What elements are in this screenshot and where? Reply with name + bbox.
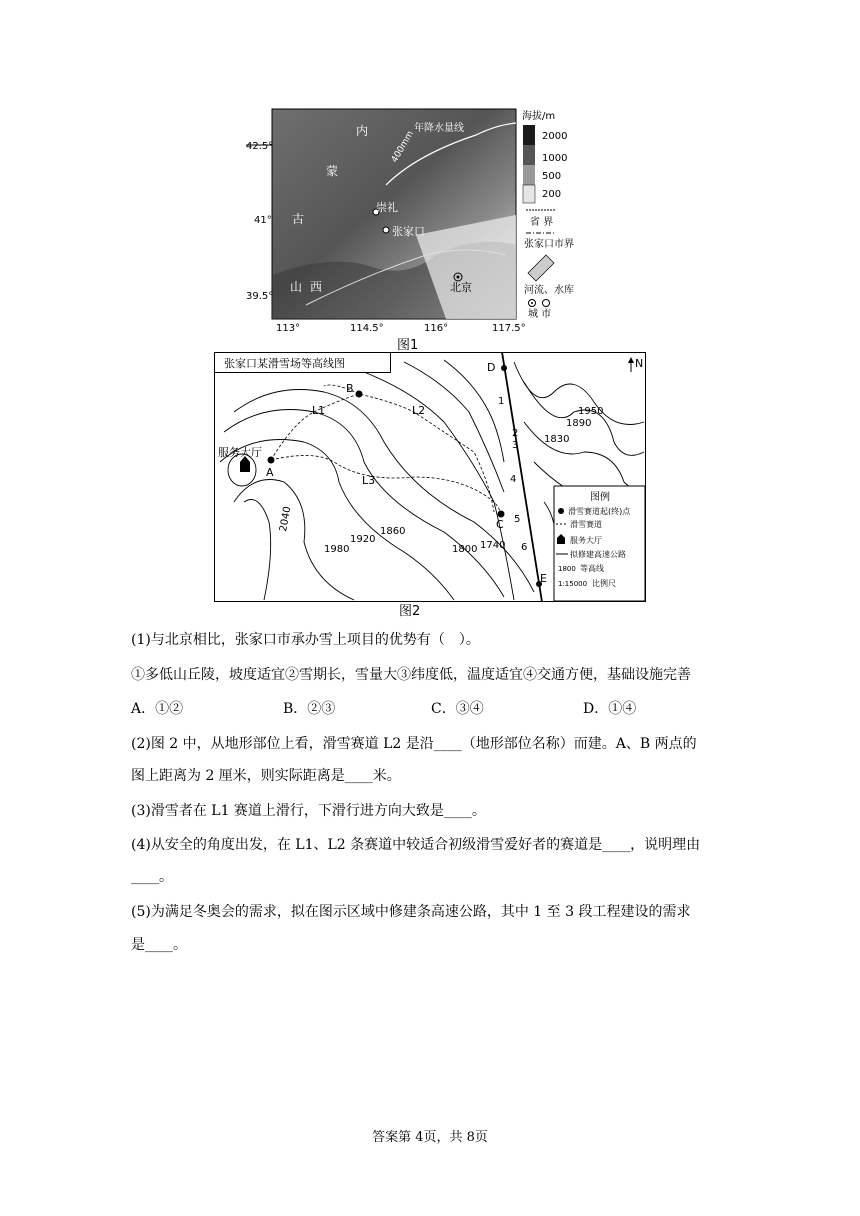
contour-label: 1950 xyxy=(578,406,604,417)
legend-title: 图例 xyxy=(590,492,610,503)
route-label: L2 xyxy=(412,404,426,417)
figure2-title: 张家口某滑雪场等高线图 xyxy=(224,357,345,370)
contour-label: 1740 xyxy=(480,540,506,551)
point-B xyxy=(356,391,363,398)
point-D xyxy=(501,365,507,371)
segment-label: 6 xyxy=(521,542,528,553)
legend-title: 海拔/m xyxy=(522,111,556,122)
city-label: 北京 xyxy=(450,281,472,294)
page-footer: 答案第 4页，共 8页 xyxy=(372,1130,488,1145)
region-label: 古 xyxy=(292,212,305,226)
legend-province: 省 界 xyxy=(530,217,554,228)
figure2-contour-map xyxy=(214,352,646,602)
precip-line-label: 年降水量线 xyxy=(414,123,464,134)
point-label: B xyxy=(346,382,354,395)
lon-label: 117.5° xyxy=(492,323,526,334)
region-label: 内 xyxy=(356,124,369,138)
segment-label: 1 xyxy=(498,396,505,407)
question-1: (1)与北京相比，张家口市承办雪上项目的优势有（ ）。 xyxy=(131,632,480,648)
question-4-line2: ____。 xyxy=(131,869,173,885)
legend-contour-value: 1800 xyxy=(558,565,576,573)
legend-track: 滑雪赛道 xyxy=(570,520,602,529)
legend-highway: 拟修建高速公路 xyxy=(570,550,626,559)
question-5-line1: (5)为满足冬奥会的需求，拟在图示区域中修建条高速公路，其中 1 至 3 段工程建设的需求 xyxy=(131,904,691,920)
legend-value: 200 xyxy=(542,189,562,200)
segment-label: 4 xyxy=(510,474,517,485)
question-5-line2: 是____。 xyxy=(131,937,187,953)
legend-value: 1000 xyxy=(542,153,568,164)
segment-label: 5 xyxy=(514,514,521,525)
point-C xyxy=(498,511,505,518)
legend-scale-value: 1:15000 xyxy=(558,580,588,588)
contour-label: 1800 xyxy=(452,544,478,555)
legend-contour: 等高线 xyxy=(580,564,604,573)
contour-label: 1980 xyxy=(324,544,350,555)
option-d[interactable]: D．①④ xyxy=(583,701,637,717)
question-1-items: ①多低山丘陵，坡度适宜②雪期长，雪量大③纬度低，温度适宜④交通方便，基础设施完善 xyxy=(131,667,691,683)
zhangjiakou-marker xyxy=(383,227,389,233)
legend-river: 河流、水库 xyxy=(524,285,574,296)
lat-label: 39.5° xyxy=(246,291,274,302)
lon-label: 113° xyxy=(276,323,301,334)
contour-label: 2040 xyxy=(278,505,294,533)
lon-label: 116° xyxy=(424,323,449,334)
legend-city: 城 市 xyxy=(528,309,552,320)
lat-label: 41° xyxy=(254,215,272,226)
region-label: 西 xyxy=(310,280,323,294)
point-A xyxy=(268,457,275,464)
contour-label: 1920 xyxy=(350,534,376,545)
point-label: A xyxy=(266,466,274,479)
route-label: L1 xyxy=(312,404,326,417)
service-hall-label: 服务大厅 xyxy=(218,446,262,459)
contour-label: 1830 xyxy=(544,434,570,445)
north-label: N xyxy=(635,357,644,370)
question-3: (3)滑雪者在 L1 赛道上滑行，下滑行进方向大致是____。 xyxy=(131,803,486,819)
legend-hall: 服务大厅 xyxy=(570,536,602,545)
figure1-map xyxy=(246,105,586,337)
region-label: 山 xyxy=(290,280,303,294)
figure2-caption: 图2 xyxy=(399,604,421,619)
lat-label: 42.5° xyxy=(246,141,274,152)
option-c[interactable]: C．③④ xyxy=(431,701,484,717)
legend-value: 500 xyxy=(542,171,562,182)
legend-start-end: 滑雪赛道起(终)点 xyxy=(568,507,631,516)
question-2-line1: (2)图 2 中，从地形部位上看，滑雪赛道 L2 是沿____（地形部位名称）而建。A、B 两点的 xyxy=(131,736,697,752)
city-label: 张家口 xyxy=(392,225,425,238)
lon-label: 114.5° xyxy=(350,323,384,334)
option-a[interactable]: A．①② xyxy=(131,701,184,717)
option-b[interactable]: B．②③ xyxy=(283,701,336,717)
point-label: E xyxy=(540,572,547,585)
precip-value-label: 400mm xyxy=(389,129,416,165)
segment-label: 3 xyxy=(512,440,519,451)
region-label: 蒙 xyxy=(326,164,339,178)
contour-label: 1860 xyxy=(380,526,406,537)
legend-value: 2000 xyxy=(542,131,568,142)
city-label: 崇礼 xyxy=(376,201,398,214)
legend-city-boundary: 张家口市界 xyxy=(524,239,574,250)
segment-label: 2 xyxy=(512,428,519,439)
question-1-options xyxy=(131,699,636,719)
question-2-line2: 图上距离为 2 厘米，则实际距离是____米。 xyxy=(131,768,401,784)
question-4-line1: (4)从安全的角度出发，在 L1、L2 条赛道中较适合初级滑雪爱好者的赛道是____，说明理由 xyxy=(131,837,701,853)
contour-label: 1890 xyxy=(566,418,592,429)
route-label: L3 xyxy=(362,474,376,487)
point-label: D xyxy=(487,361,496,374)
legend-scale: 比例尺 xyxy=(592,579,616,588)
figure1-caption: 图1 xyxy=(397,338,419,353)
point-label: C xyxy=(496,518,504,531)
